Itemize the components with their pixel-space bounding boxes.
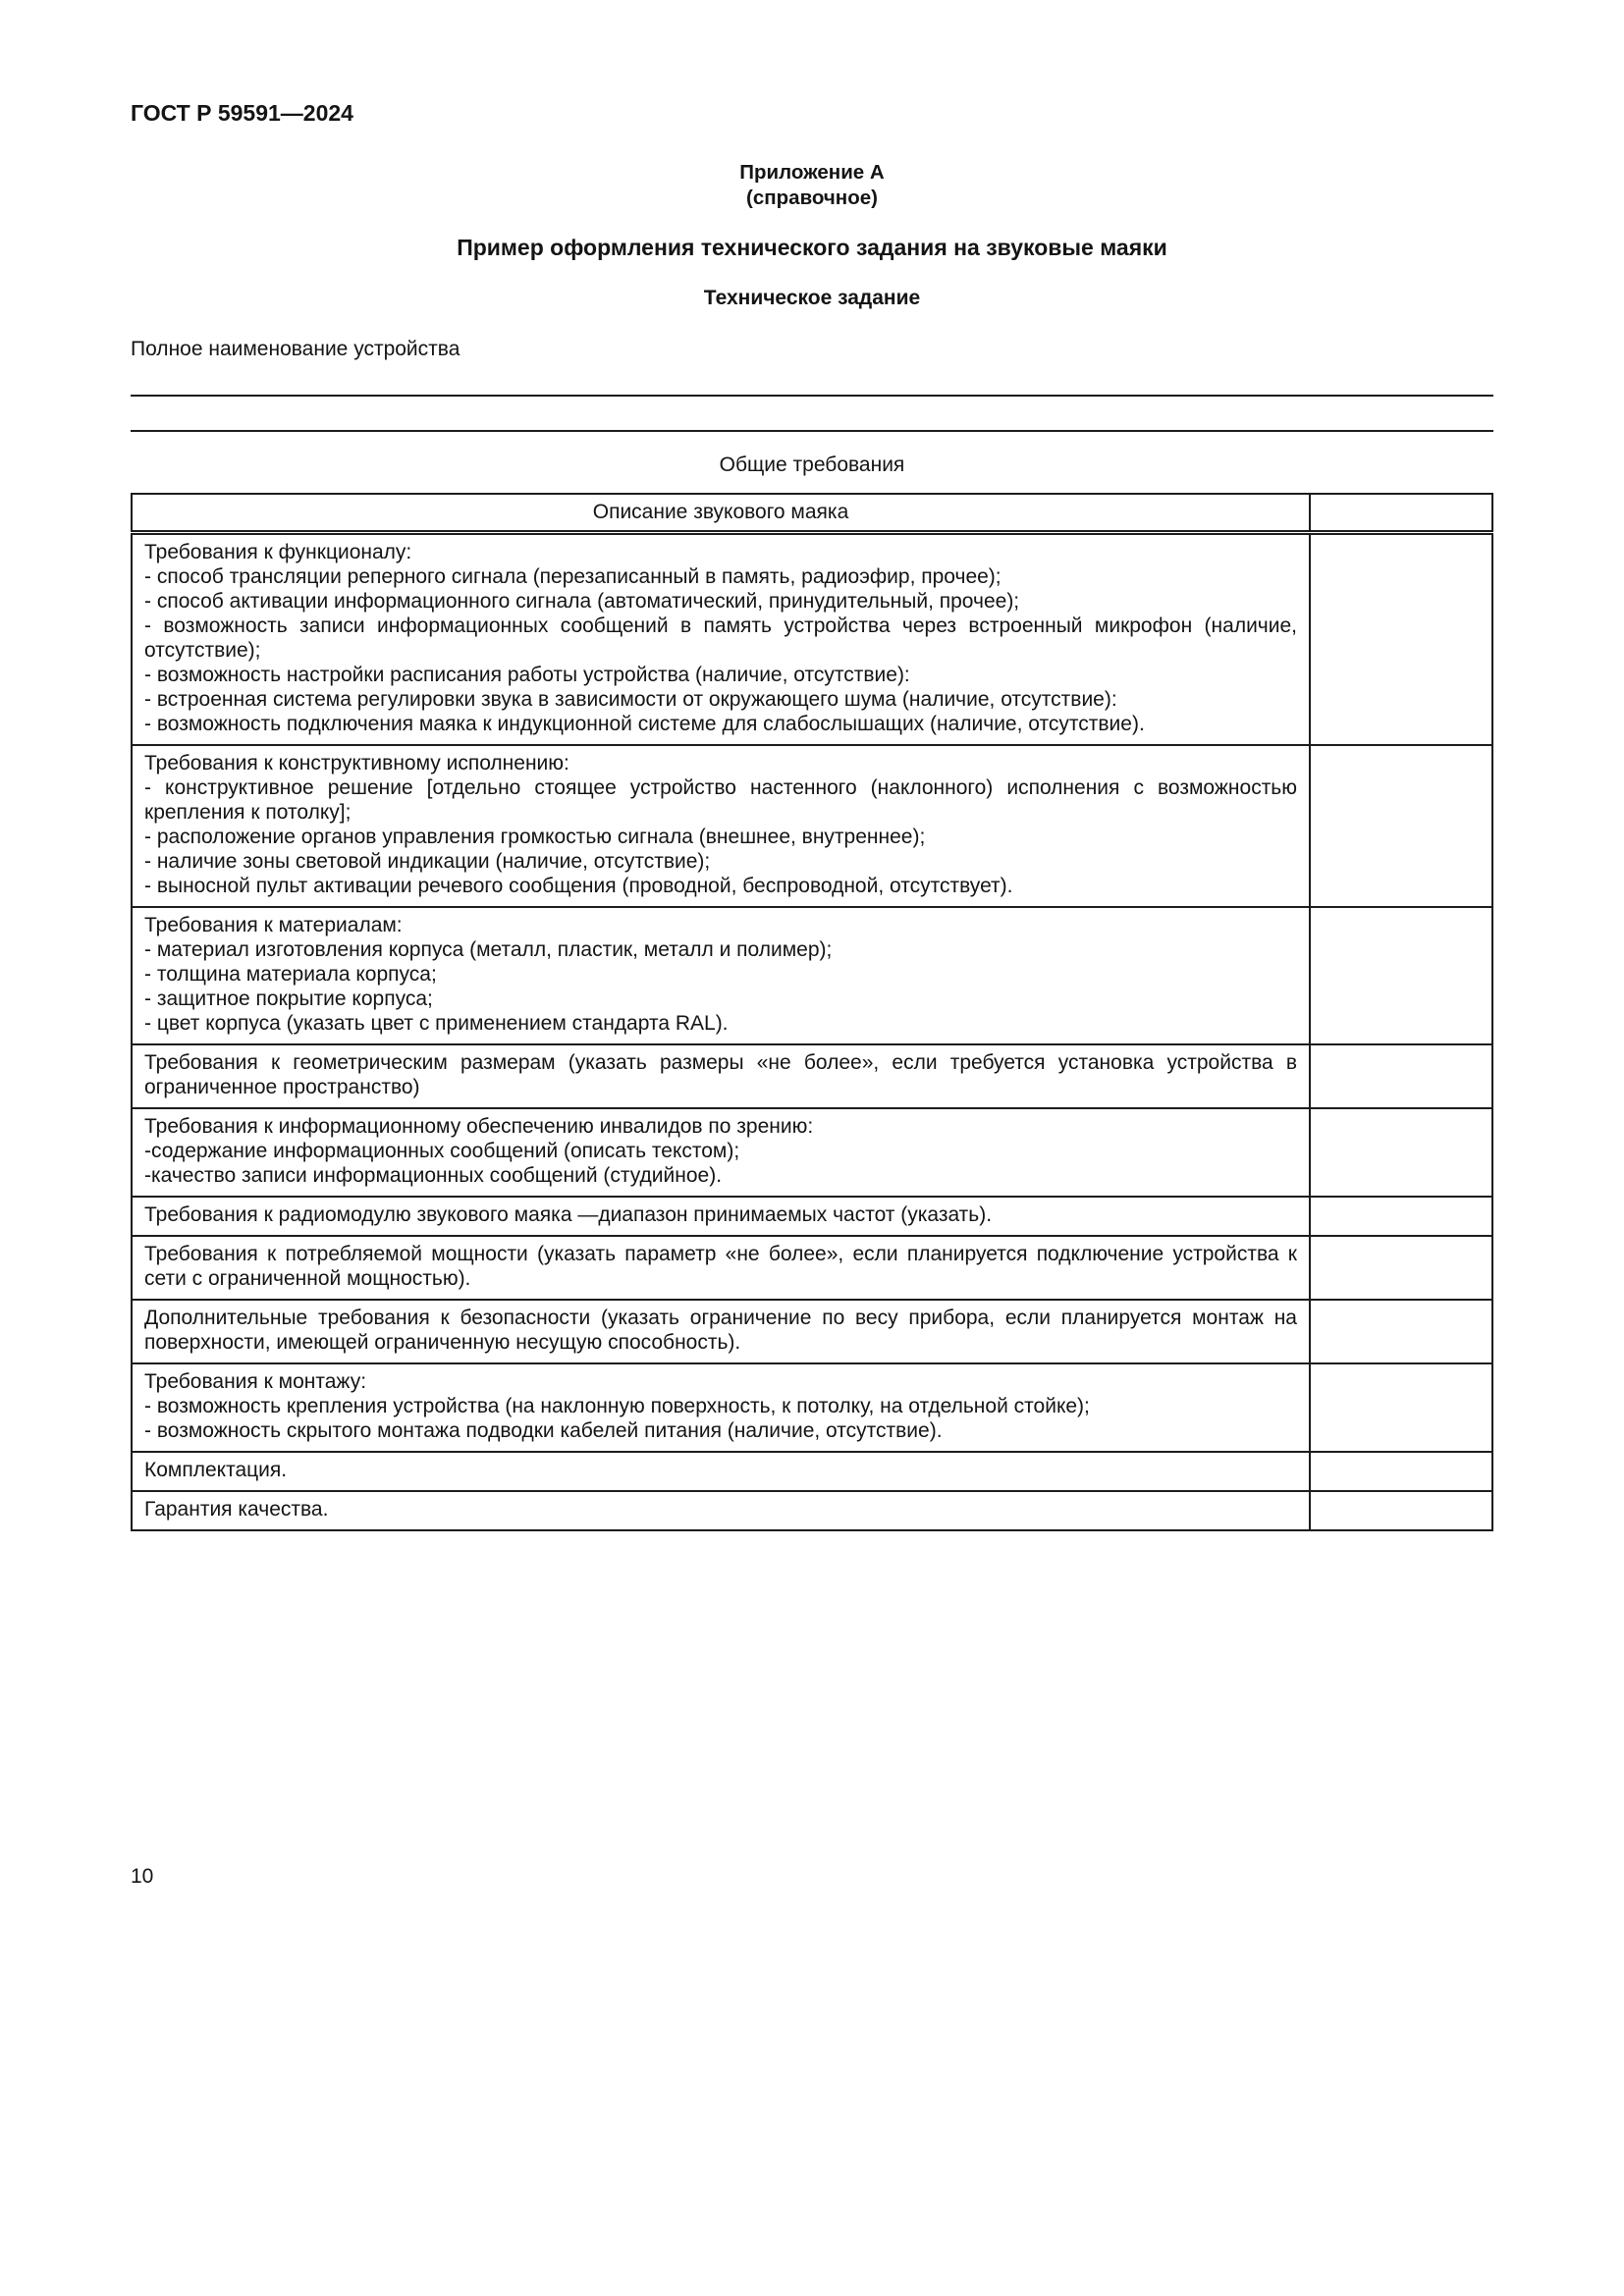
fill-in-line-1 [131, 361, 1493, 397]
requirement-line: Требования к радиомодулю звукового маяка —диапазон принимаемых частот (указать). [144, 1203, 993, 1226]
value-cell-empty [1310, 1452, 1492, 1491]
requirement-line: Дополнительные требования к безопасности (указать ограничение по весу прибора, если планируется монтаж на поверхности, имеющей ограниченную несущую способность). [144, 1307, 1297, 1354]
description-cell [132, 1108, 1310, 1197]
requirement-line: - способ трансляции реперного сигнала (перезаписанный в память, радиоэфир, прочее); [144, 565, 1001, 588]
value-cell-empty [1310, 907, 1492, 1044]
table-row [132, 1363, 1492, 1452]
appendix-type: (справочное) [746, 187, 878, 209]
table-header-row [132, 494, 1492, 533]
appendix-title: Приложение А [739, 161, 885, 184]
requirement-line: Требования к информационному обеспечению инвалидов по зрению: [144, 1115, 814, 1138]
requirement-line: Комплектация. [144, 1459, 288, 1481]
description-cell [132, 1300, 1310, 1363]
description-cell [132, 745, 1310, 907]
table-body [132, 533, 1492, 1531]
requirement-line: - расположение органов управления громкостью сигнала (внешнее, внутреннее); [144, 826, 926, 848]
value-cell-empty [1310, 1363, 1492, 1452]
description-column-header: Описание звукового маяка [132, 494, 1310, 533]
table-row [132, 1044, 1492, 1108]
table-row [132, 1300, 1492, 1363]
description-cell [132, 533, 1310, 746]
requirement-line: - встроенная система регулировки звука в зависимости от окружающего шума (наличие, отсутствие): [144, 688, 1117, 711]
requirement-line: - возможность скрытого монтажа подводки кабелей питания (наличие, отсутствие). [144, 1419, 943, 1442]
requirement-line: Требования к монтажу: [144, 1370, 367, 1393]
requirement-line: - возможность записи информационных сообщений в память устройства через встроенный микрофон (наличие, отсутствие); [144, 614, 1297, 662]
value-cell-empty [1310, 533, 1492, 746]
requirement-line: Требования к функционалу: [144, 541, 412, 563]
value-cell-empty [1310, 745, 1492, 907]
value-column-header [1310, 494, 1492, 533]
requirement-line: - возможность подключения маяка к индукционной системе для слабослышащих (наличие, отсутствие). [144, 713, 1145, 735]
requirement-line: - возможность крепления устройства (на наклонную поверхность, к потолку, на отдельной стойке); [144, 1395, 1090, 1417]
value-cell-empty [1310, 1108, 1492, 1197]
requirement-line: -содержание информационных сообщений (описать текстом); [144, 1140, 740, 1162]
device-name-label: Полное наименование устройства [131, 338, 460, 360]
requirement-line: Требования к потребляемой мощности (указать параметр «не более», если планируется подключение устройства к сети с ограниченной мощностью). [144, 1243, 1297, 1290]
table-row [132, 1491, 1492, 1530]
description-cell [132, 1491, 1310, 1530]
table-row [132, 533, 1492, 746]
table-row [132, 745, 1492, 907]
table-row [132, 1452, 1492, 1491]
description-cell [132, 907, 1310, 1044]
requirement-line: -качество записи информационных сообщений (студийное). [144, 1164, 723, 1187]
requirement-line: - материал изготовления корпуса (металл, пластик, металл и полимер); [144, 938, 833, 961]
requirement-line: Требования к конструктивному исполнению: [144, 752, 569, 774]
page-number: 10 [131, 1865, 154, 1888]
value-cell-empty [1310, 1491, 1492, 1530]
requirement-line: - выносной пульт активации речевого сообщения (проводной, беспроводной, отсутствует). [144, 875, 1013, 897]
value-cell-empty [1310, 1197, 1492, 1236]
requirement-line: - наличие зоны световой индикации (наличие, отсутствие); [144, 850, 711, 873]
requirement-line: - возможность настройки расписания работы устройства (наличие, отсутствие): [144, 664, 910, 686]
value-cell-empty [1310, 1300, 1492, 1363]
value-cell-empty [1310, 1236, 1492, 1300]
requirements-table [131, 493, 1493, 1531]
table-row [132, 907, 1492, 1044]
requirement-line: Гарантия качества. [144, 1498, 329, 1521]
requirement-line: - цвет корпуса (указать цвет с применением стандарта RAL). [144, 1012, 729, 1035]
description-cell [132, 1044, 1310, 1108]
appendix-heading [131, 160, 1493, 211]
requirement-line: - способ активации информационного сигнала (автоматический, принудительный, прочее); [144, 590, 1020, 613]
document-title: Пример оформления технического задания на звуковые маяки [457, 235, 1167, 260]
section-title: Общие требования [719, 454, 905, 476]
document-subtitle: Техническое задание [703, 287, 921, 309]
table-row [132, 1197, 1492, 1236]
standard-number: ГОСТ Р 59591—2024 [131, 100, 353, 126]
requirement-line: Требования к геометрическим размерам (указать размеры «не более», если требуется установка устройства в ограниченное пространство) [144, 1051, 1297, 1098]
requirement-line: - защитное покрытие корпуса; [144, 988, 433, 1010]
description-cell [132, 1452, 1310, 1491]
value-cell-empty [1310, 1044, 1492, 1108]
fill-in-line-2 [131, 397, 1493, 432]
requirement-line: Требования к материалам: [144, 914, 403, 936]
requirement-line: - конструктивное решение [отдельно стоящее устройство настенного (наклонного) исполнения с возможностью крепления к потолку]; [144, 776, 1297, 824]
description-cell [132, 1363, 1310, 1452]
requirement-line: - толщина материала корпуса; [144, 963, 437, 986]
description-cell [132, 1236, 1310, 1300]
table-row [132, 1108, 1492, 1197]
description-cell [132, 1197, 1310, 1236]
table-row [132, 1236, 1492, 1300]
